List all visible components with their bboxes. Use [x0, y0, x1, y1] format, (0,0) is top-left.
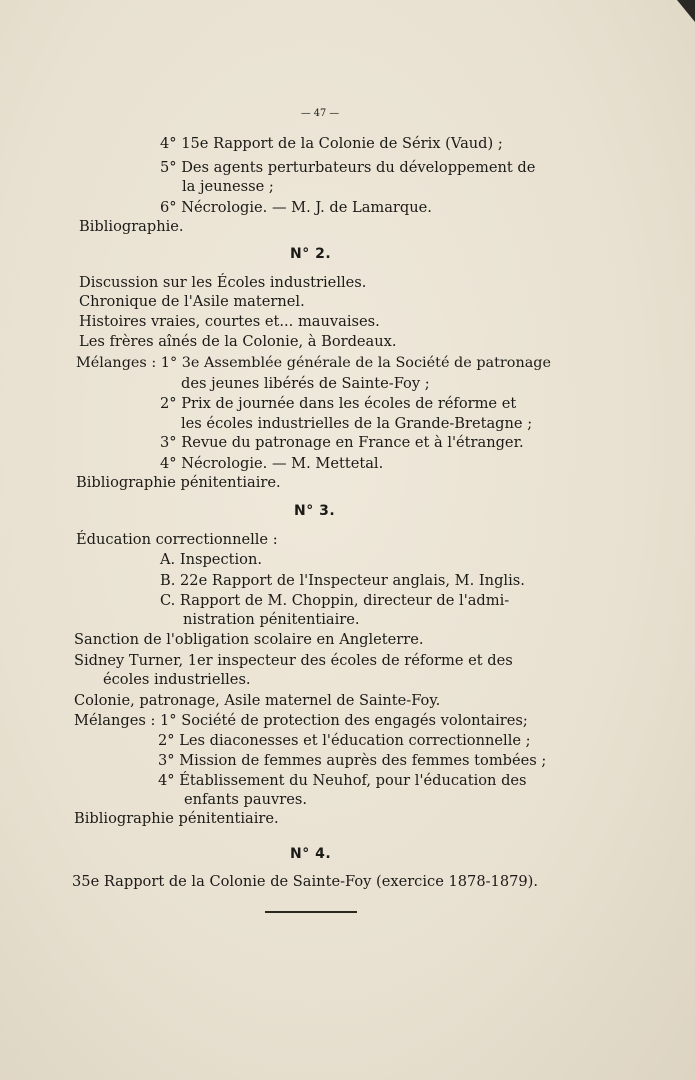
- closing-rule: [265, 911, 357, 913]
- text-line: 2° Les diaconesses et l'éducation correctionnelle ;: [158, 732, 531, 749]
- text-line: 2° Prix de journée dans les écoles de réforme et: [160, 395, 517, 412]
- text-line: des jeunes libérés de Sainte-Foy ;: [181, 375, 430, 392]
- text-line: 5° Des agents perturbateurs du développement de: [160, 159, 536, 176]
- text-line: 4° 15e Rapport de la Colonie de Sérix (Vaud) ;: [160, 135, 503, 152]
- text-line: Chronique de l'Asile maternel.: [79, 293, 305, 310]
- text-line: 35e Rapport de la Colonie de Sainte-Foy (exercice 1878-1879).: [72, 873, 539, 890]
- section-heading: N° 4.: [290, 846, 332, 862]
- text-line: les écoles industrielles de la Grande-Bretagne ;: [181, 415, 533, 432]
- section-heading: N° 2.: [290, 246, 332, 262]
- text-line: 3° Mission de femmes auprès des femmes tombées ;: [158, 752, 547, 769]
- text-line: Mélanges : 1° 3e Assemblée générale de la Société de patronage: [76, 355, 552, 371]
- text-line: la jeunesse ;: [182, 178, 274, 195]
- section-heading: N° 3.: [294, 503, 336, 519]
- text-line: Bibliographie.: [79, 218, 184, 235]
- text-line: Mélanges : 1° Société de protection des engagés volontaires;: [74, 712, 528, 729]
- text-line: Discussion sur les Écoles industrielles.: [79, 274, 367, 291]
- page-corner-shadow: [677, 0, 695, 22]
- text-line: Sanction de l'obligation scolaire en Angleterre.: [74, 631, 424, 648]
- text-line: 6° Nécrologie. — M. J. de Lamarque.: [160, 199, 432, 216]
- text-line: écoles industrielles.: [103, 671, 251, 688]
- text-line: nistration pénitentiaire.: [183, 611, 360, 628]
- text-line: B. 22e Rapport de l'Inspecteur anglais, M. Inglis.: [160, 572, 525, 589]
- text-line: enfants pauvres.: [184, 791, 307, 808]
- text-line: Bibliographie pénitentiaire.: [76, 474, 281, 491]
- text-line: C. Rapport de M. Choppin, directeur de l'admi-: [160, 592, 510, 609]
- page-number: — 47 —: [300, 108, 340, 119]
- text-line: 4° Nécrologie. — M. Mettetal.: [160, 455, 384, 472]
- text-line: Éducation correctionnelle :: [76, 531, 278, 548]
- text-line: A. Inspection.: [160, 551, 262, 568]
- text-line: 3° Revue du patronage en France et à l'étranger.: [160, 434, 524, 451]
- text-line: 4° Établissement du Neuhof, pour l'éducation des: [158, 772, 527, 789]
- text-line: Colonie, patronage, Asile maternel de Sainte-Foy.: [74, 692, 441, 709]
- text-line: Histoires vraies, courtes et... mauvaises.: [79, 313, 380, 330]
- text-line: Les frères aînés de la Colonie, à Bordeaux.: [79, 333, 397, 350]
- text-line: Sidney Turner, 1er inspecteur des écoles de réforme et des: [74, 652, 513, 669]
- text-line: Bibliographie pénitentiaire.: [74, 810, 279, 827]
